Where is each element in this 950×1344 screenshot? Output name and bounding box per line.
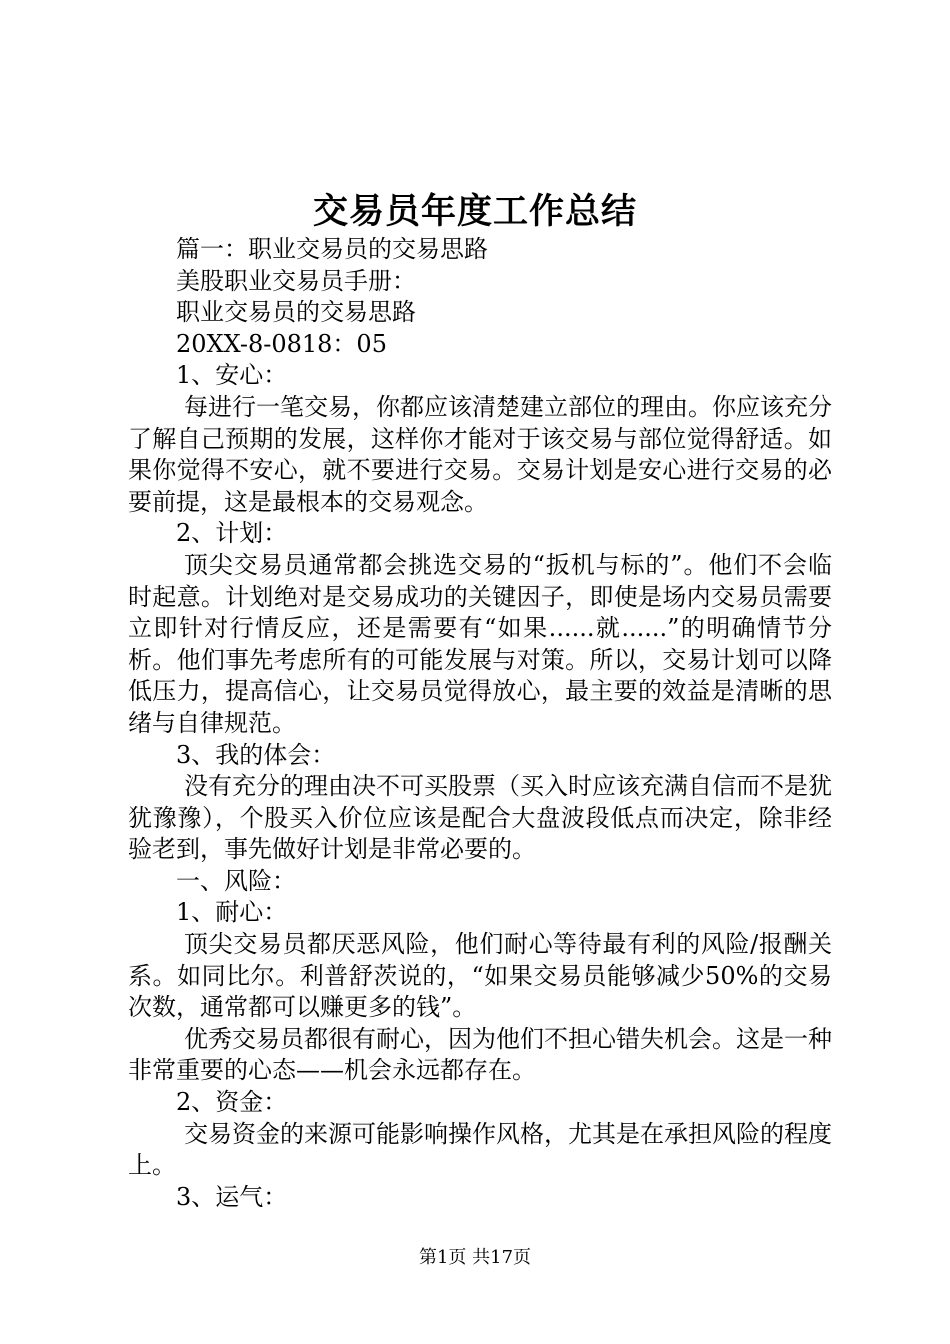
paragraph: 1、安心： <box>176 361 288 390</box>
page-footer: 第1页 共17页 <box>418 1247 532 1268</box>
paragraph: 美股职业交易员手册： <box>176 266 416 295</box>
paragraph: 2、资金： <box>176 1088 288 1117</box>
document-title: 交易员年度工作总结 <box>312 191 637 232</box>
paragraph: 1、耐心： <box>176 898 288 927</box>
paragraph: 没有充分的理由决不可买股票（买入时应该充满自信而不是犹犹豫豫），个股买入价位应该是配合大盘波段低点而决定，除非经验老到，事先做好计划是非常必要的。 <box>128 772 832 864</box>
paragraph: 篇一：职业交易员的交易思路 <box>176 235 488 263</box>
document-body <box>128 234 832 1213</box>
paragraph: 3、运气： <box>176 1182 288 1211</box>
paragraph: 顶尖交易员通常都会挑选交易的“扳机与标的”。他们不会临时起意。计划绝对是交易成功的关键因子，即使是场内交易员需要立即针对行情反应，还是需要有“如果......就......”的明确情节分析。他们事先考虑所有的可能发展与对策。所以，交易计划可以降低压力，提高信心，让交易员觉得放心，最主要的效益是清晰的思绪与自律规范。 <box>128 550 832 737</box>
paragraph: 20XX-8-0818：05 <box>176 329 387 358</box>
paragraph: 每进行一笔交易，你都应该清楚建立部位的理由。你应该充分了解自己预期的发展，这样你才能对于该交易与部位觉得舒适。如果你觉得不安心，就不要进行交易。交易计划是安心进行交易的必要前提，这是最根本的交易观念。 <box>128 392 832 516</box>
paragraph: 一、风险： <box>176 866 296 895</box>
paragraph: 顶尖交易员都厌恶风险，他们耐心等待最有利的风险/报酬关系。如同比尔。利普舒茨说的，“如果交易员能够减少50%的交易次数，通常都可以赚更多的钱”。 <box>128 930 832 1022</box>
paragraph: 3、我的体会： <box>176 740 336 769</box>
paragraph: 交易资金的来源可能影响操作风格，尤其是在承担风险的程度上。 <box>128 1119 832 1180</box>
paragraph: 优秀交易员都很有耐心，因为他们不担心错失机会。这是一种非常重要的心态——机会永远都存在。 <box>128 1024 832 1085</box>
paragraph: 职业交易员的交易思路 <box>176 298 416 327</box>
paragraph: 2、计划： <box>176 519 288 548</box>
